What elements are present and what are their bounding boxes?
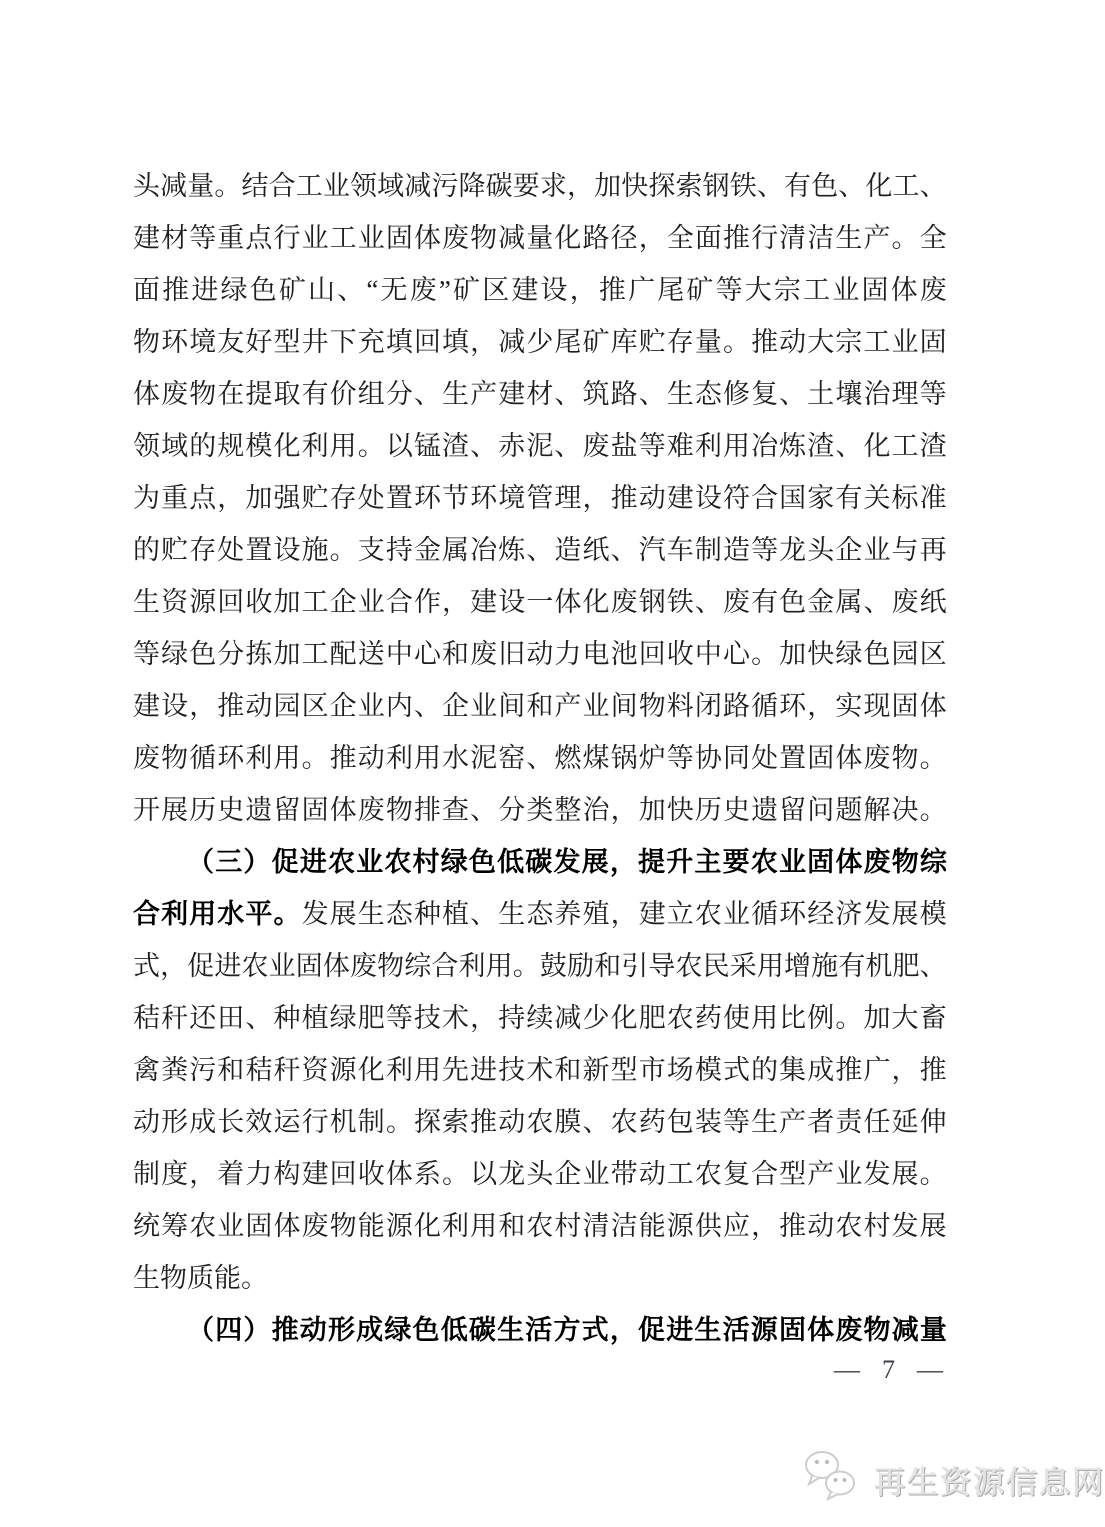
text-line: 制 度 ， 着 力 构 建 回 收 体 系 。 以 龙 头 企 业 带 动 工 农 复 合 型 产 业 发 展 。 xyxy=(133,1158,947,1189)
page-number-value: 7 xyxy=(882,1355,895,1384)
text-line: 秸 秆 还 田 、 种 植 绿 肥 等 技 术 ， 持 续 减 少 化 肥 农 药 使 用 比 例 。 加 大 畜 xyxy=(133,1002,947,1033)
text-line: 式 ， 促 进 农 业 固 体 废 物 综 合 利 用 。 鼓 励 和 引 导 农 民 采 用 增 施 有 机 肥 、 xyxy=(133,950,947,981)
text-line: 面 推 进 绿 色 矿 山 、 “ 无 废 ” 矿 区 建 设 ， 推 广 尾 矿 等 大 宗 工 业 固 体 废 xyxy=(133,274,947,305)
site-watermark xyxy=(800,1444,1105,1514)
document-body xyxy=(133,160,947,1356)
text-line: 统 筹 农 业 固 体 废 物 能 源 化 利 用 和 农 村 清 洁 能 源 供 应 ， 推 动 农 村 发 展 xyxy=(133,1210,947,1241)
text-line: 的 贮 存 处 置 设 施 。 支 持 金 属 冶 炼 、 造 纸 、 汽 车 制 造 等 龙 头 企 业 与 再 xyxy=(133,534,947,565)
text-line: 废 物 循 环 利 用 。 推 动 利 用 水 泥 窑 、 燃 煤 锅 炉 等 协 同 处 置 固 体 废 物 。 xyxy=(133,742,947,773)
text-line: 开 展 历 史 遗 留 固 体 废 物 排 查 、 分 类 整 治 ， 加 快 历 史 遗 留 问 题 解 决 。 xyxy=(133,794,947,825)
text-line: 建 设 ， 推 动 园 区 企 业 内 、 企 业 间 和 产 业 间 物 料 闭 路 循 环 ， 实 现 固 体 xyxy=(133,690,947,721)
text-line: 为 重 点 ， 加 强 贮 存 处 置 环 节 环 境 管 理 ， 推 动 建 设 符 合 国 家 有 关 标 准 xyxy=(133,482,947,513)
text-line: （ 三 ） 促 进 农 业 农 村 绿 色 低 碳 发 展 ， 提 升 主 要 农 业 固 体 废 物 综 xyxy=(187,846,947,877)
text-line: 领 域 的 规 模 化 利 用 。 以 锰 渣 、 赤 泥 、 废 盐 等 难 利 用 冶 炼 渣 、 化 工 渣 xyxy=(133,430,947,461)
page-number xyxy=(133,1352,947,1388)
page-number-dash-right: — xyxy=(917,1355,943,1384)
text-line: 生 物 质 能 。 xyxy=(133,1262,268,1293)
wechat-chat-bubbles-icon xyxy=(800,1447,866,1512)
text-line: 生 资 源 回 收 加 工 企 业 合 作 ， 建 设 一 体 化 废 钢 铁 、 废 有 色 金 属 、 废 纸 xyxy=(133,586,947,617)
text-line: 禽 粪 污 和 秸 秆 资 源 化 利 用 先 进 技 术 和 新 型 市 场 模 式 的 集 成 推 广 ， 推 xyxy=(133,1054,947,1085)
watermark-text: 再生资源信息网 xyxy=(874,1464,1105,1500)
text-line: 头 减 量 。 结 合 工 业 领 域 减 污 降 碳 要 求 ， 加 快 探 索 钢 铁 、 有 色 、 化 工 、 xyxy=(133,170,947,201)
text-line: （ 四 ） 推 动 形 成 绿 色 低 碳 生 活 方 式 ， 促 进 生 活 源 固 体 废 物 减 量 xyxy=(187,1314,947,1345)
text-line: 合 利 用 水 平 。 发 展 生 态 种 植 、 生 态 养 殖 ， 建 立 农 业 循 环 经 济 发 展 模 xyxy=(133,898,947,929)
text-line: 物 环 境 友 好 型 井 下 充 填 回 填 ， 减 少 尾 矿 库 贮 存 量 。 推 动 大 宗 工 业 固 xyxy=(133,326,947,357)
text-line: 体 废 物 在 提 取 有 价 组 分 、 生 产 建 材 、 筑 路 、 生 态 修 复 、 土 壤 治 理 等 xyxy=(133,378,947,409)
page-number-dash-left: — xyxy=(834,1355,860,1384)
text-line: 动 形 成 长 效 运 行 机 制 。 探 索 推 动 农 膜 、 农 药 包 装 等 生 产 者 责 任 延 伸 xyxy=(133,1106,947,1137)
text-line: 等 绿 色 分 拣 加 工 配 送 中 心 和 废 旧 动 力 电 池 回 收 中 心 。 加 快 绿 色 园 区 xyxy=(133,638,947,669)
text-line: 建 材 等 重 点 行 业 工 业 固 体 废 物 减 量 化 路 径 ， 全 面 推 行 清 洁 生 产 。 全 xyxy=(133,222,947,253)
